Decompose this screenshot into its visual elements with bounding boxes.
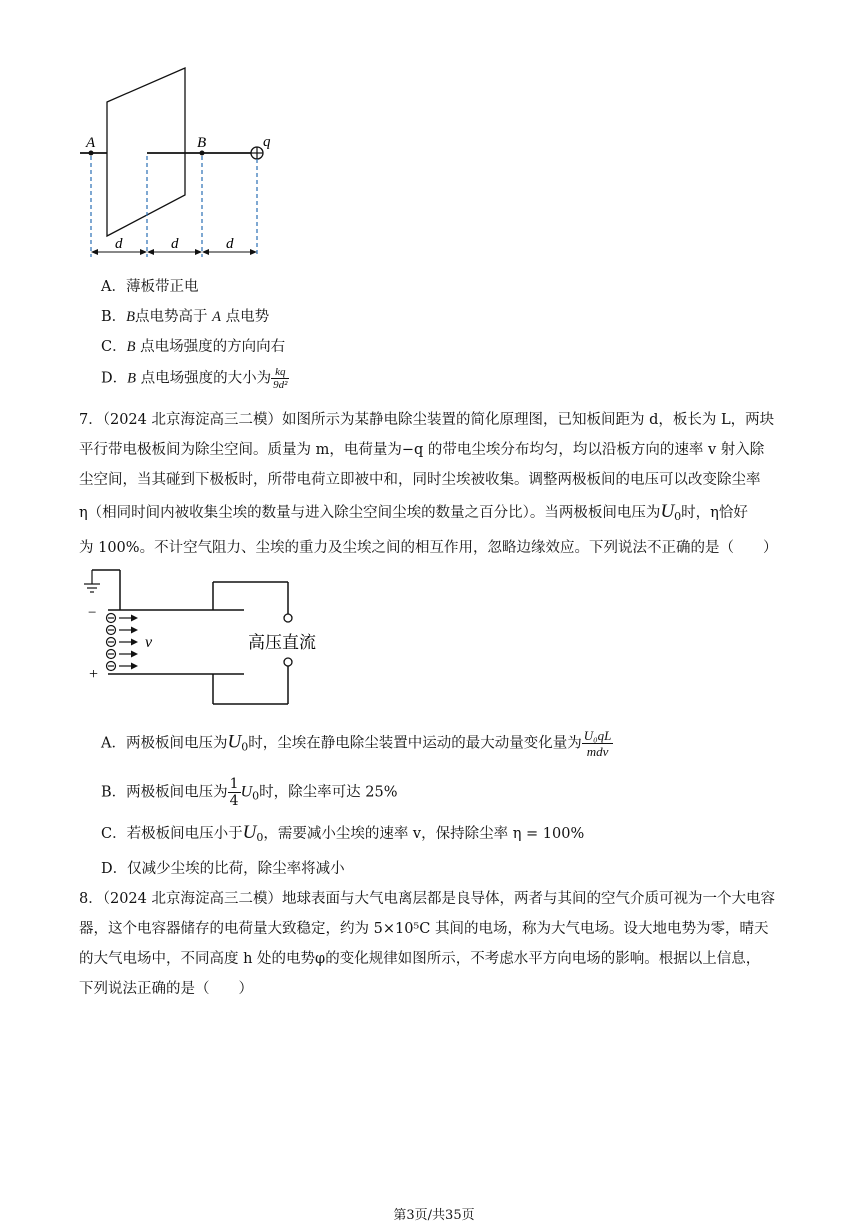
q6-c-prefix: C． xyxy=(101,339,127,355)
q7-c-end: ，需要减小尘埃的速率 v，保持除尘率 η = 100% xyxy=(263,826,585,842)
q6-option-d[interactable] xyxy=(101,366,289,391)
q7-option-a[interactable] xyxy=(101,728,613,759)
label-a: A xyxy=(86,135,96,151)
q6-option-b[interactable] xyxy=(101,305,269,326)
label-plus: + xyxy=(89,666,99,683)
q7-b-num: 1 xyxy=(229,776,239,792)
q7-a-u: U xyxy=(227,731,242,753)
q6-b-prefix: B． xyxy=(101,309,127,325)
q6-d-mid: 点电场强度的大小为 xyxy=(140,370,272,387)
q6-d-den: 9d² xyxy=(273,379,288,391)
label-d2: d xyxy=(171,236,179,252)
q6-b-var1: B xyxy=(126,309,136,325)
q6-d-var: B xyxy=(127,370,136,387)
q6-option-a[interactable]: A．薄板带正电 xyxy=(101,279,199,295)
figure-plate-charge xyxy=(75,62,275,267)
q7-b-den: 4 xyxy=(229,793,239,809)
q8-line-3: 的大气电场中，不同高度 h 处的电势φ的变化规律如图所示，不考虑水平方向电场的影响。根据以上信息， xyxy=(79,951,761,967)
q7-a-num: U₀qL xyxy=(583,728,612,743)
q7-line-4b: 时，η恰好 xyxy=(681,505,748,521)
q7-c-sub: 0 xyxy=(256,831,264,844)
q7-a-sub: 0 xyxy=(241,740,249,754)
label-q: q xyxy=(263,134,271,150)
q6-d-prefix: D． xyxy=(101,370,128,387)
q7-b-sub: 0 xyxy=(252,789,260,803)
q7-a-den: mdv xyxy=(586,744,609,759)
label-minus: − xyxy=(88,605,97,621)
q7-u0-sub: 0 xyxy=(674,510,682,523)
q7-b-end: 时，除尘率可达 25% xyxy=(259,784,398,801)
q6-d-fraction xyxy=(271,366,289,391)
q8-line-2: 器，这个电容器储存的电荷量大致稳定，约为 5×10⁵C 其间的电场，称为大气电场。设大地电势为零，晴天 xyxy=(79,921,769,937)
q6-d-num: kq xyxy=(271,366,289,379)
q7-u0: U xyxy=(660,501,675,522)
q6-b-end: 点电势 xyxy=(225,309,270,325)
q7-a-fraction xyxy=(582,728,614,759)
label-d1: d xyxy=(115,236,123,252)
label-power-supply: 高压直流 xyxy=(248,633,316,652)
q7-b-u: U xyxy=(240,783,253,801)
label-d3: d xyxy=(226,236,234,252)
label-v: v xyxy=(145,634,153,651)
q7-c-u: U xyxy=(242,822,257,843)
figure-precipitator xyxy=(78,562,338,712)
q7-line-4 xyxy=(79,501,799,523)
q7-a-mid: 时，尘埃在静电除尘装置中运动的最大动量变化量为 xyxy=(248,735,582,752)
q7-line-4a: η（相同时间内被收集尘埃的数量与进入除尘空间尘埃的数量之百分比）。当两极板间电压为 xyxy=(79,505,661,521)
page-number: 第3页/共35页 xyxy=(393,1208,475,1223)
q7-c-prefix: C．若极板间电压小于 xyxy=(101,826,243,842)
q6-b-var2: A xyxy=(212,309,221,325)
q6-option-c[interactable] xyxy=(101,335,285,356)
label-b: B xyxy=(197,135,207,151)
q7-b-prefix: B．两极板间电压为 xyxy=(101,784,228,801)
q7-option-d[interactable]: D．仅减少尘埃的比荷，除尘率将减小 xyxy=(101,861,345,877)
q7-line-2: 平行带电极板间为除尘空间。质量为 m，电荷量为−q 的带电尘埃分布均匀，均以沿板方向的速率 v 射入除 xyxy=(79,442,765,458)
q7-b-fraction xyxy=(228,776,241,809)
q6-c-end: 点电场强度的方向向右 xyxy=(140,339,286,355)
q8-line-4: 下列说法正确的是（ ） xyxy=(79,981,253,997)
q6-c-var: B xyxy=(126,339,136,355)
q7-option-c[interactable] xyxy=(101,822,584,844)
q8-line-1: 8．（2024 北京海淀高三二模）地球表面与大气电离层都是良导体，两者与其间的空气介质可视为一个大电容 xyxy=(79,891,775,907)
q7-a-prefix: A．两极板间电压为 xyxy=(101,735,228,752)
q7-line-1: 7．（2024 北京海淀高三二模）如图所示为某静电除尘装置的简化原理图，已知板间距为 d，板长为 L，两块 xyxy=(79,412,775,428)
q7-line-3: 尘空间，当其碰到下极板时，所带电荷立即被中和，同时尘埃被收集。调整两极板间的电压可以改变除尘率 xyxy=(79,472,761,488)
q7-line-5: 为 100%。不计空气阻力、尘埃的重力及尘埃之间的相互作用，忽略边缘效应。下列说法不正确的是（ ） xyxy=(79,540,778,556)
q7-option-b[interactable] xyxy=(101,776,397,809)
q6-b-mid: 点电势高于 xyxy=(135,309,208,325)
